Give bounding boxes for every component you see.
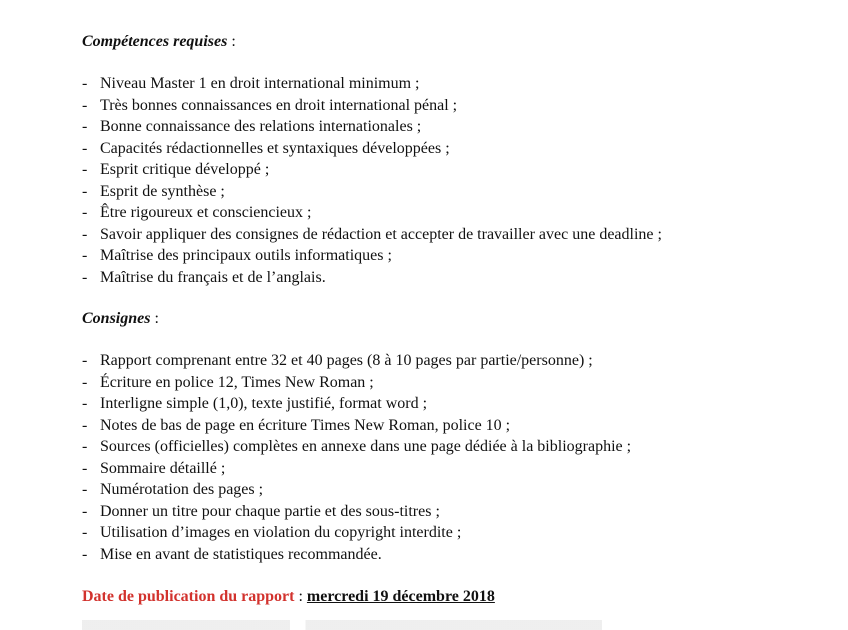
list-item-text: Écriture en police 12, Times New Roman ; <box>100 373 374 391</box>
dash-bullet: - <box>82 182 88 200</box>
list-item <box>82 181 662 203</box>
list-item-text: Esprit de synthèse ; <box>100 182 225 200</box>
list-item <box>82 415 631 437</box>
list-item-text: Niveau Master 1 en droit international minimum ; <box>100 75 420 92</box>
list-item-text: Interligne simple (1,0), texte justifié, format word ; <box>100 395 428 412</box>
dash-bullet: - <box>82 481 88 498</box>
heading-colon: : <box>227 33 236 50</box>
dash-bullet: - <box>82 438 88 455</box>
list-item <box>82 138 662 160</box>
list-item <box>82 372 631 394</box>
list-item-text: Savoir appliquer des consignes de rédaction et accepter de travailler avec une deadline ; <box>100 225 662 243</box>
heading-text: Compétences requises <box>82 33 228 50</box>
list-item-text: Sources (officielles) complètes en annexe dans une page dédiée à la bibliographie ; <box>100 438 632 455</box>
dash-bullet: - <box>82 139 88 157</box>
consignes-list <box>82 350 631 565</box>
list-item <box>82 224 662 246</box>
list-item <box>82 116 662 138</box>
dash-bullet: - <box>82 395 88 412</box>
list-item <box>82 522 631 544</box>
dash-bullet: - <box>82 247 88 264</box>
dash-bullet: - <box>82 545 88 563</box>
list-item <box>82 501 631 523</box>
list-item <box>82 159 662 181</box>
heading-colon: : <box>150 310 159 327</box>
dash-bullet: - <box>82 416 88 434</box>
dash-bullet: - <box>82 75 88 92</box>
dash-bullet: - <box>82 459 88 477</box>
section-heading-consignes <box>82 308 159 330</box>
list-item <box>82 202 662 224</box>
list-item-text: Être rigoureux et consciencieux ; <box>100 204 312 221</box>
dash-bullet: - <box>82 204 88 221</box>
list-item-text: Esprit critique développé ; <box>100 161 270 178</box>
list-item-text: Capacités rédactionnelles et syntaxiques développées ; <box>100 139 450 157</box>
cropped-text-line <box>82 620 602 630</box>
dash-bullet: - <box>82 268 88 286</box>
list-item-text: Notes de bas de page en écriture Times New Roman, police 10 ; <box>100 416 511 434</box>
list-item <box>82 350 631 372</box>
list-item-text: Mise en avant de statistiques recommandée. <box>100 545 382 563</box>
list-item <box>82 245 662 267</box>
section-heading-competences <box>82 31 236 53</box>
publication-label: Date de publication du rapport <box>82 588 295 605</box>
list-item <box>82 544 631 566</box>
list-item <box>82 73 662 95</box>
list-item-text: Numérotation des pages ; <box>100 481 264 498</box>
list-item <box>82 458 631 480</box>
publication-separator: : <box>294 588 307 605</box>
dash-bullet: - <box>82 96 88 114</box>
list-item <box>82 393 631 415</box>
list-item-text: Bonne connaissance des relations internationales ; <box>100 118 422 135</box>
list-item <box>82 267 662 289</box>
dash-bullet: - <box>82 225 88 243</box>
dash-bullet: - <box>82 118 88 135</box>
list-item-text: Maîtrise du français et de l’anglais. <box>100 268 326 286</box>
competences-list <box>82 73 662 288</box>
publication-date-line <box>82 586 495 608</box>
heading-text: Consignes <box>82 310 151 327</box>
dash-bullet: - <box>82 161 88 178</box>
list-item-text: Très bonnes connaissances en droit international pénal ; <box>100 96 458 114</box>
list-item-text: Sommaire détaillé ; <box>100 459 226 477</box>
dash-bullet: - <box>82 373 88 391</box>
list-item <box>82 95 662 117</box>
list-item-text: Maîtrise des principaux outils informatiques ; <box>100 247 392 264</box>
dash-bullet: - <box>82 352 88 369</box>
dash-bullet: - <box>82 502 88 520</box>
list-item <box>82 479 631 501</box>
list-item-text: Utilisation d’images en violation du copyright interdite ; <box>100 524 462 541</box>
list-item <box>82 436 631 458</box>
list-item-text: Donner un titre pour chaque partie et des sous-titres ; <box>100 502 440 520</box>
publication-date: mercredi 19 décembre 2018 <box>306 588 495 605</box>
list-item-text: Rapport comprenant entre 32 et 40 pages (8 à 10 pages par partie/personne) ; <box>100 352 593 369</box>
dash-bullet: - <box>82 524 88 541</box>
